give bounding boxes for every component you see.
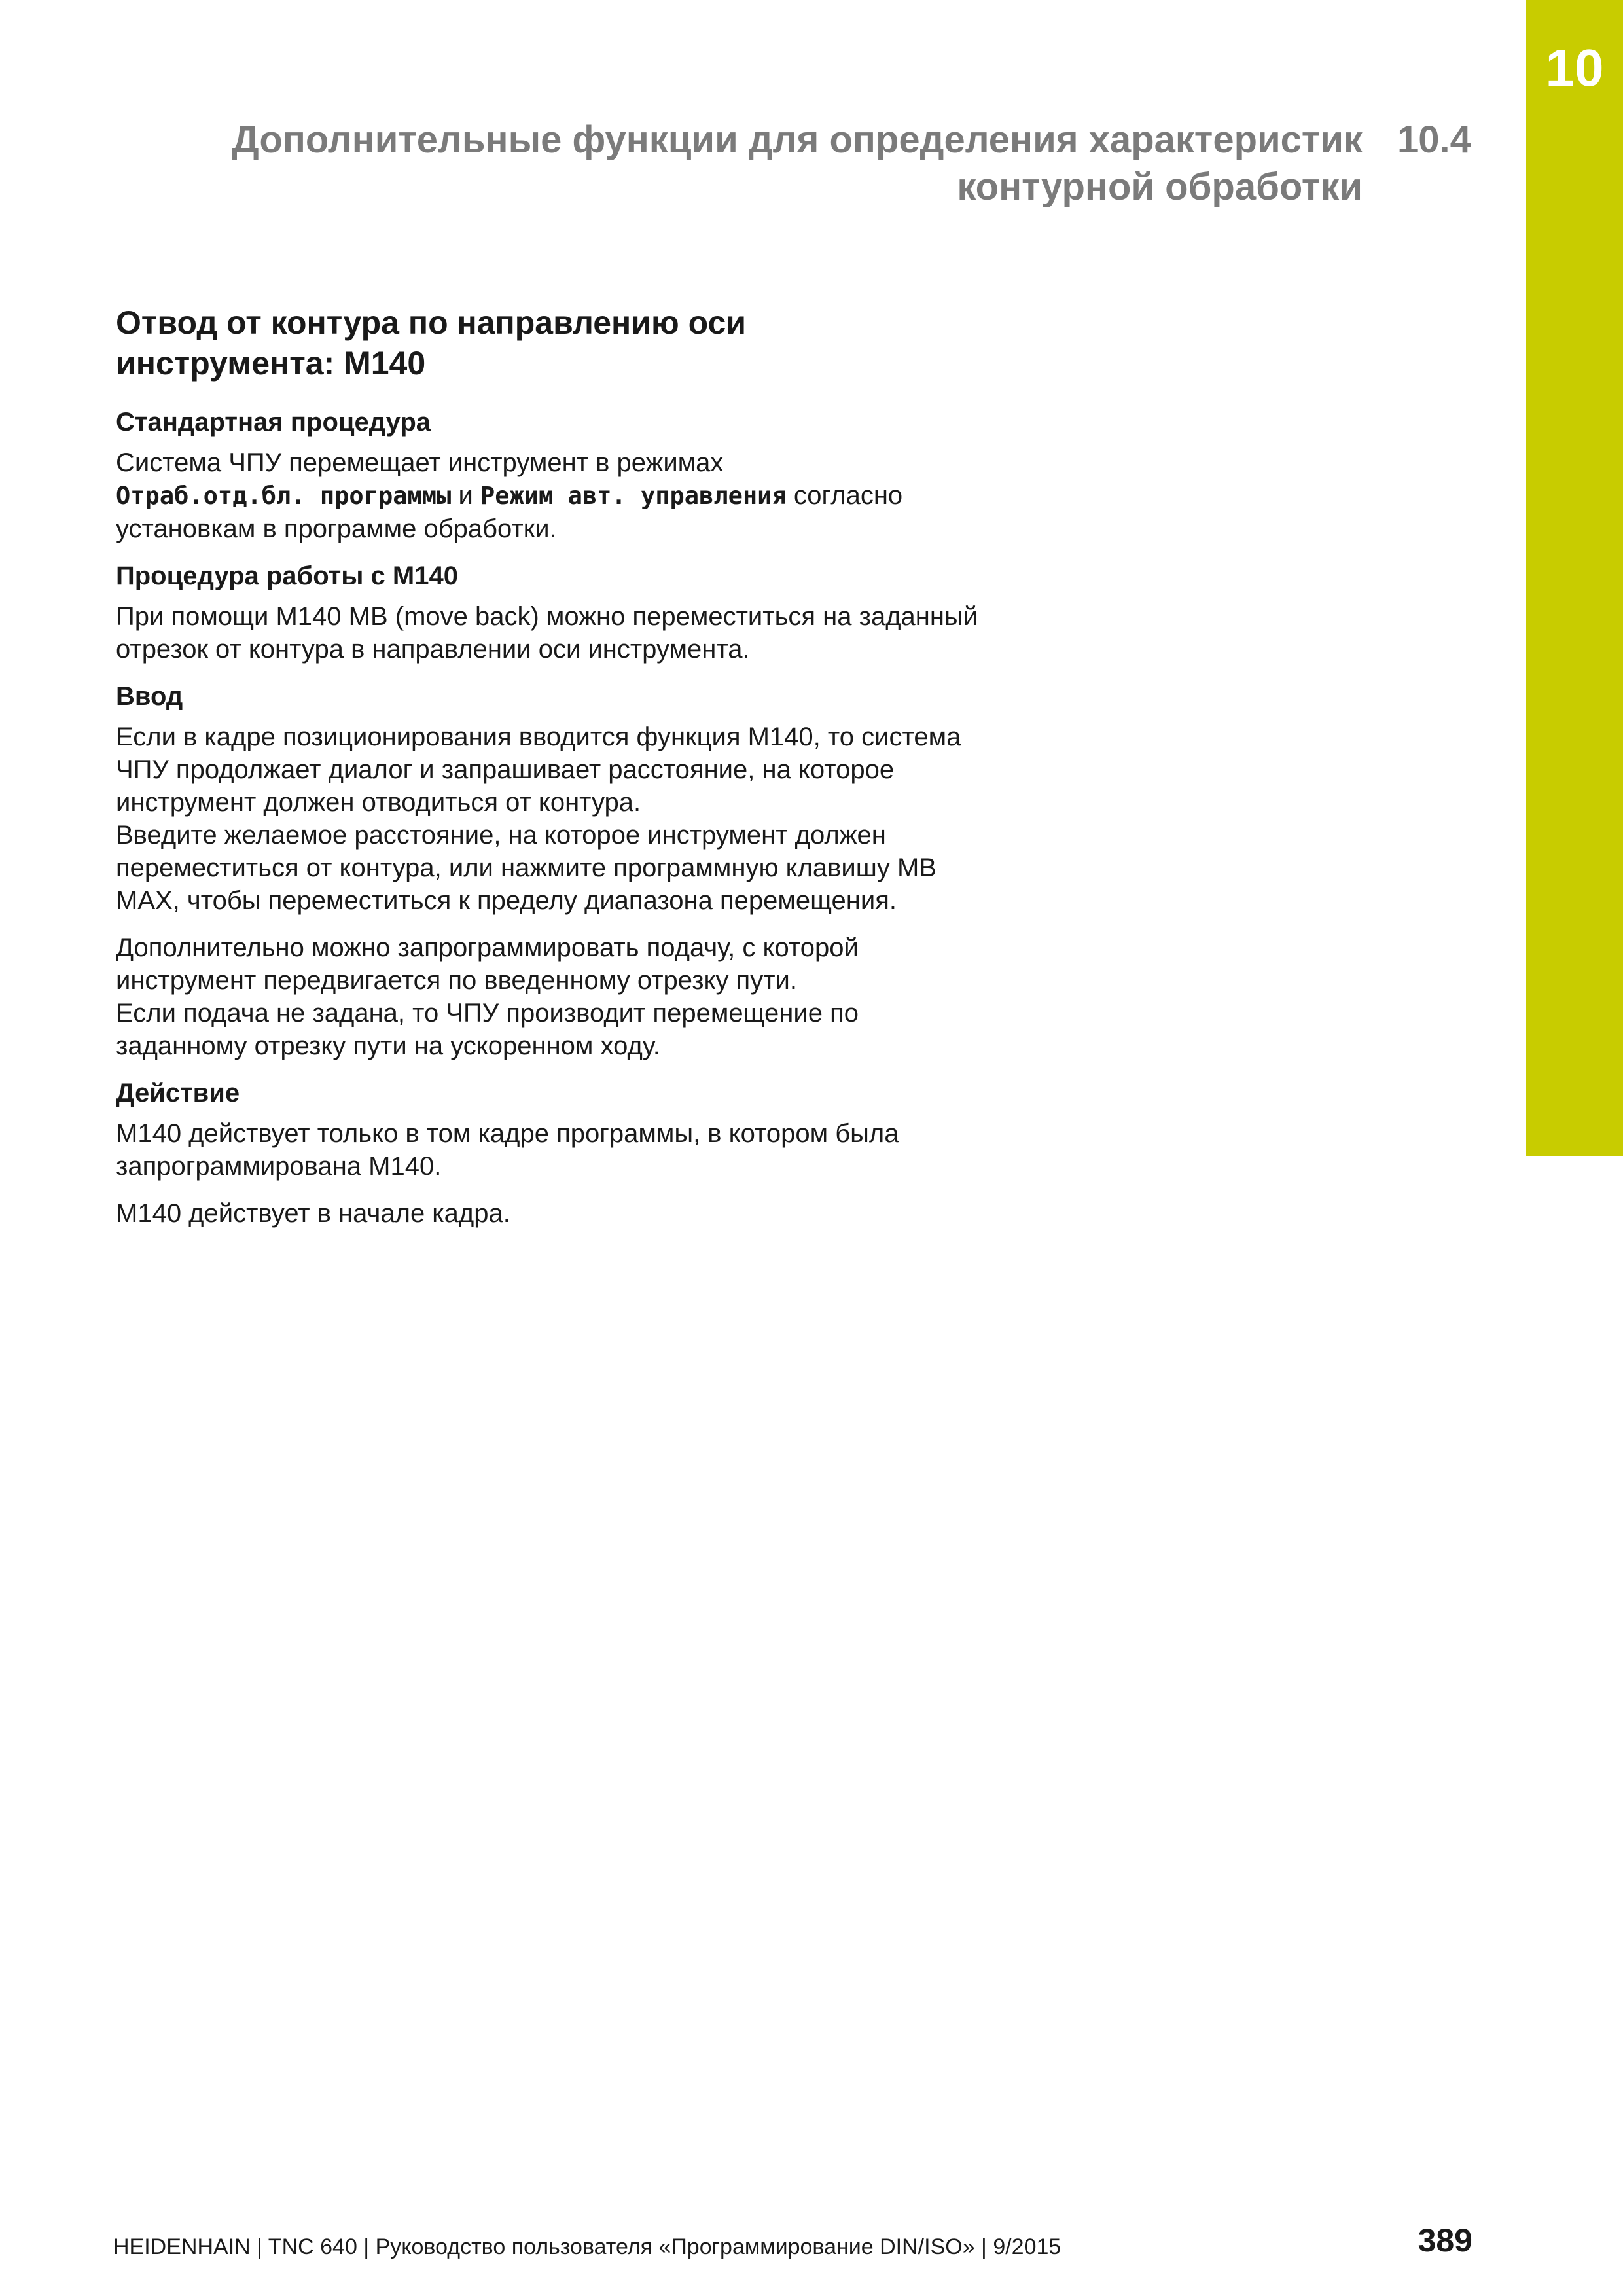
chapter-tab (1526, 0, 1623, 1156)
mode-name-automatic: Режим авт. управления (480, 482, 787, 510)
paragraph-text: Дополнительно можно запрограммировать подачу, с которой инструмент передвигается по введенному отрезку пути. (116, 933, 859, 995)
mode-name-single-block: Отраб.отд.бл. программы (116, 482, 452, 510)
running-header-title-line1: Дополнительные функции для определения характеристик (232, 118, 1363, 161)
paragraph-effect-1: M140 действует только в том кадре программы, в котором была запрограммирована M140. (116, 1119, 899, 1181)
paragraph-input-1 (116, 721, 980, 917)
page-number: 389 (1418, 2222, 1472, 2259)
paragraph-standard-procedure (116, 446, 980, 545)
running-header-title-line2: контурной обработки (957, 166, 1363, 208)
running-header-section-number: 10.4 (1397, 118, 1471, 161)
footer-text: HEIDENHAIN | TNC 640 | Руководство пользователя «Программирование DIN/ISO» | 9/2015 (113, 2234, 1061, 2259)
main-content (116, 302, 980, 1244)
running-header-title (119, 117, 1363, 211)
paragraph-effect-2: M140 действует в начале кадра. (116, 1199, 510, 1228)
section-title-line1: Отвод от контура по направлению оси (116, 304, 747, 341)
paragraph-text: согласно установкам в программе обработки. (116, 481, 903, 543)
chapter-number: 10 (1545, 39, 1604, 97)
paragraph-input-2 (116, 931, 980, 1062)
paragraph-text: Введите желаемое расстояние, на которое инструмент должен переместиться от контура, или нажмите программную клавишу MB MAX, чтобы переместиться к пределу диапазона перемещения. (116, 821, 936, 915)
subheading-m140-procedure: Процедура работы с M140 (116, 562, 458, 590)
paragraph-text: Система ЧПУ перемещает инструмент в режимах (116, 448, 724, 477)
paragraph-m140-procedure: При помощи M140 MB (move back) можно переместиться на заданный отрезок от контура в направлении оси инструмента. (116, 602, 978, 664)
subheading-effect: Действие (116, 1079, 240, 1107)
subheading-input: Ввод (116, 682, 183, 711)
conjunction-text: и (451, 481, 480, 510)
section-title (116, 302, 980, 384)
paragraph-text: Если подача не задана, то ЧПУ производит перемещение по заданному отрезку пути на ускоренном ходу. (116, 999, 859, 1060)
section-title-line2: инструмента: M140 (116, 345, 426, 382)
subheading-standard-procedure: Стандартная процедура (116, 408, 431, 437)
paragraph-text: Если в кадре позиционирования вводится функция M140, то система ЧПУ продолжает диалог и запрашивает расстояние, на которое инструмент должен отводиться от контура. (116, 723, 961, 817)
